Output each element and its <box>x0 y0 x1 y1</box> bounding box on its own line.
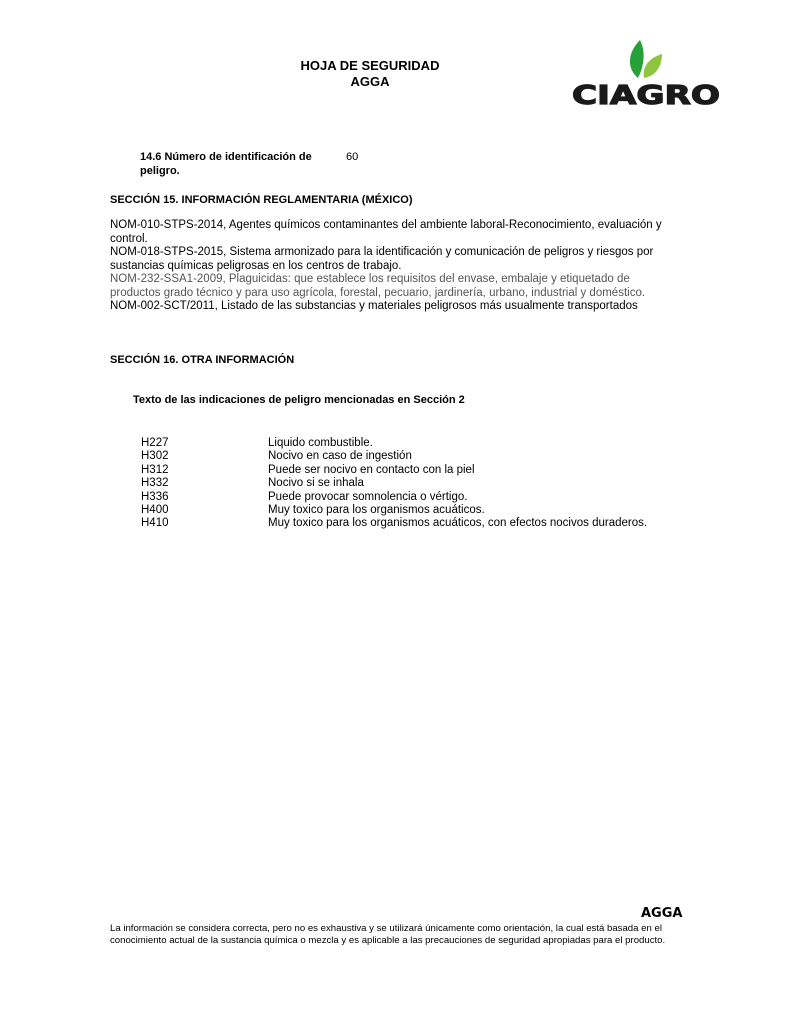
hazard-text: Puede provocar somnolencia o vértigo. <box>268 490 468 503</box>
hazard-code: H312 <box>141 463 169 476</box>
hazard-text: Nocivo en caso de ingestión <box>268 450 412 463</box>
hazard-text: Puede ser nocivo en contacto con la piel <box>268 463 475 476</box>
footer-product-name: AGGA <box>641 906 683 921</box>
hazard-code: H336 <box>141 490 169 503</box>
table-row <box>141 477 647 490</box>
leaf-light-icon <box>644 54 662 78</box>
regulation-item: NOM-010-STPS-2014, Agentes químicos contaminantes del ambiente laboral-Reconocimiento, evaluación y control. <box>110 219 662 245</box>
hazard-code: H400 <box>141 504 169 517</box>
table-row <box>141 464 647 477</box>
table-row <box>141 504 647 517</box>
hazard-text: Muy toxico para los organismos acuáticos, con efectos nocivos duraderos. <box>268 517 648 530</box>
footer-disclaimer: La información se considera correcta, pero no es exhaustiva y se utilizará únicamente como orientación, la cual está basada en el conocimiento actual de la sustancia química o mezcla y es aplicable a las precauciones de seguridad apropiadas para el producto. <box>110 923 666 946</box>
hazard-code: H332 <box>141 477 169 490</box>
leaf-dark-icon <box>630 40 644 78</box>
product-name: AGGA <box>350 74 390 89</box>
hazard-id-value: 60 <box>346 151 359 163</box>
document-header <box>220 58 520 90</box>
regulations-list <box>110 219 680 314</box>
hazard-statements-heading: Texto de las indicaciones de peligro mencionadas en Sección 2 <box>133 394 465 406</box>
table-row <box>141 450 647 463</box>
hazard-code: H410 <box>141 517 169 530</box>
section15-title: SECCIÓN 15. INFORMACIÓN REGLAMENTARIA (MÉXICO) <box>110 194 413 206</box>
table-row <box>141 437 647 450</box>
document-title: HOJA DE SEGURIDAD <box>300 58 440 73</box>
section16-title: SECCIÓN 16. OTRA INFORMACIÓN <box>110 354 295 366</box>
ciagro-logo <box>568 36 724 108</box>
hazard-id-label: 14.6 Número de identificación de peligro. <box>140 151 312 177</box>
regulation-item: NOM-018-STPS-2015, Sistema armonizado para la identificación y comunicación de peligros y riesgos por sustancias químicas peligrosas en los centros de trabajo. <box>110 246 654 272</box>
hazard-code: H302 <box>141 450 169 463</box>
hazard-text: Nocivo si se inhala <box>268 477 364 490</box>
hazard-code: H227 <box>141 437 169 449</box>
regulation-item: NOM-002-SCT/2011, Listado de las substancias y materiales peligrosos más usualmente transportados <box>110 300 638 312</box>
hazard-text: Muy toxico para los organismos acuáticos. <box>268 504 485 517</box>
logo-wordmark: CIAGRO <box>572 81 720 108</box>
hazard-text: Liquido combustible. <box>268 437 373 449</box>
table-row <box>141 517 647 530</box>
table-row <box>141 491 647 504</box>
hazard-statements-table <box>141 437 647 531</box>
regulation-item: NOM-232-SSA1-2009, Plaguicidas: que establece los requisitos del envase, embalaje y etiquetado de productos grado técnico y para uso agrícola, forestal, pecuario, jardinería, urbano, industrial y doméstico. <box>110 273 646 299</box>
